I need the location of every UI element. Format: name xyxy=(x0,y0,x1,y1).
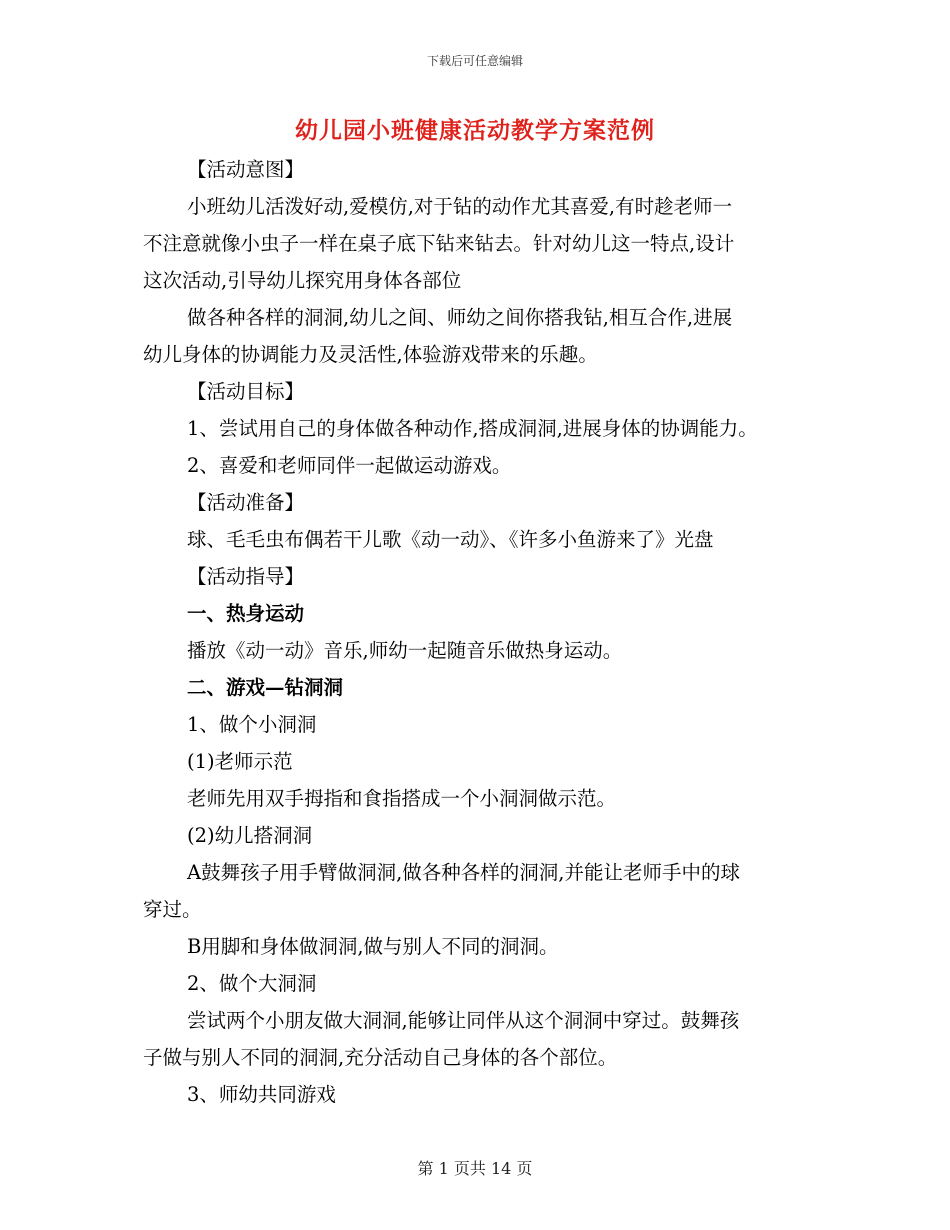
paragraph-line: 播放《动一动》音乐,师幼一起随音乐做热身运动。 xyxy=(187,639,623,662)
section-heading-intent: 【活动意图】 xyxy=(187,158,305,181)
list-item: 3、师幼共同游戏 xyxy=(187,1083,336,1106)
paragraph-line: 老师先用双手拇指和食指搭成一个小洞洞做示范。 xyxy=(187,787,617,810)
paragraph-line: 穿过。 xyxy=(143,898,202,921)
paragraph-line: B用脚和身体做洞洞,做与别人不同的洞洞。 xyxy=(187,935,559,958)
section-heading-prep: 【活动准备】 xyxy=(187,491,305,514)
paragraph-line: 这次活动,引导幼儿探究用身体各部位 xyxy=(143,269,462,292)
list-item: 2、喜爱和老师同伴一起做运动游戏。 xyxy=(187,454,512,477)
paragraph-line: 不注意就像小虫子一样在桌子底下钻来钻去。针对幼儿这一特点,设计 xyxy=(143,232,735,255)
section-heading-goals: 【活动目标】 xyxy=(187,380,305,403)
list-item: 1、尝试用自己的身体做各种动作,搭成洞洞,进展身体的协调能力。 xyxy=(187,417,758,440)
page-header: 下载后可任意编辑 xyxy=(426,54,523,68)
list-item: 1、做个小洞洞 xyxy=(187,713,317,736)
paragraph-line: 球、毛毛虫布偶若干儿歌《动一动》、《许多小鱼游来了》光盘 xyxy=(187,528,714,551)
list-item: 2、做个大洞洞 xyxy=(187,972,317,995)
subheading-warmup: 一、热身运动 xyxy=(187,602,305,625)
paragraph-line: 做各种各样的洞洞,幼儿之间、师幼之间你搭我钻,相互合作,进展 xyxy=(187,306,733,329)
paragraph-line: 尝试两个小朋友做大洞洞,能够让同伴从这个洞洞中穿过。鼓舞孩 xyxy=(187,1009,740,1032)
subheading-game: 二、游戏—钻洞洞 xyxy=(187,676,344,699)
list-item: (1)老师示范 xyxy=(187,750,293,773)
list-item: (2)幼儿搭洞洞 xyxy=(187,824,313,847)
paragraph-line: 小班幼儿活泼好动,爱模仿,对于钻的动作尤其喜爱,有时趁老师一 xyxy=(187,195,733,218)
paragraph-line: 子做与别人不同的洞洞,充分活动自己身体的各个部位。 xyxy=(143,1046,618,1069)
section-heading-guidance: 【活动指导】 xyxy=(187,565,305,588)
paragraph-line: A鼓舞孩子用手臂做洞洞,做各种各样的洞洞,并能让老师手中的球 xyxy=(187,861,740,884)
paragraph-line: 幼儿身体的协调能力及灵活性,体验游戏带来的乐趣。 xyxy=(143,343,598,366)
document-title: 幼儿园小班健康活动教学方案范例 xyxy=(295,117,655,144)
page-footer: 第 1 页共 14 页 xyxy=(417,1159,533,1178)
